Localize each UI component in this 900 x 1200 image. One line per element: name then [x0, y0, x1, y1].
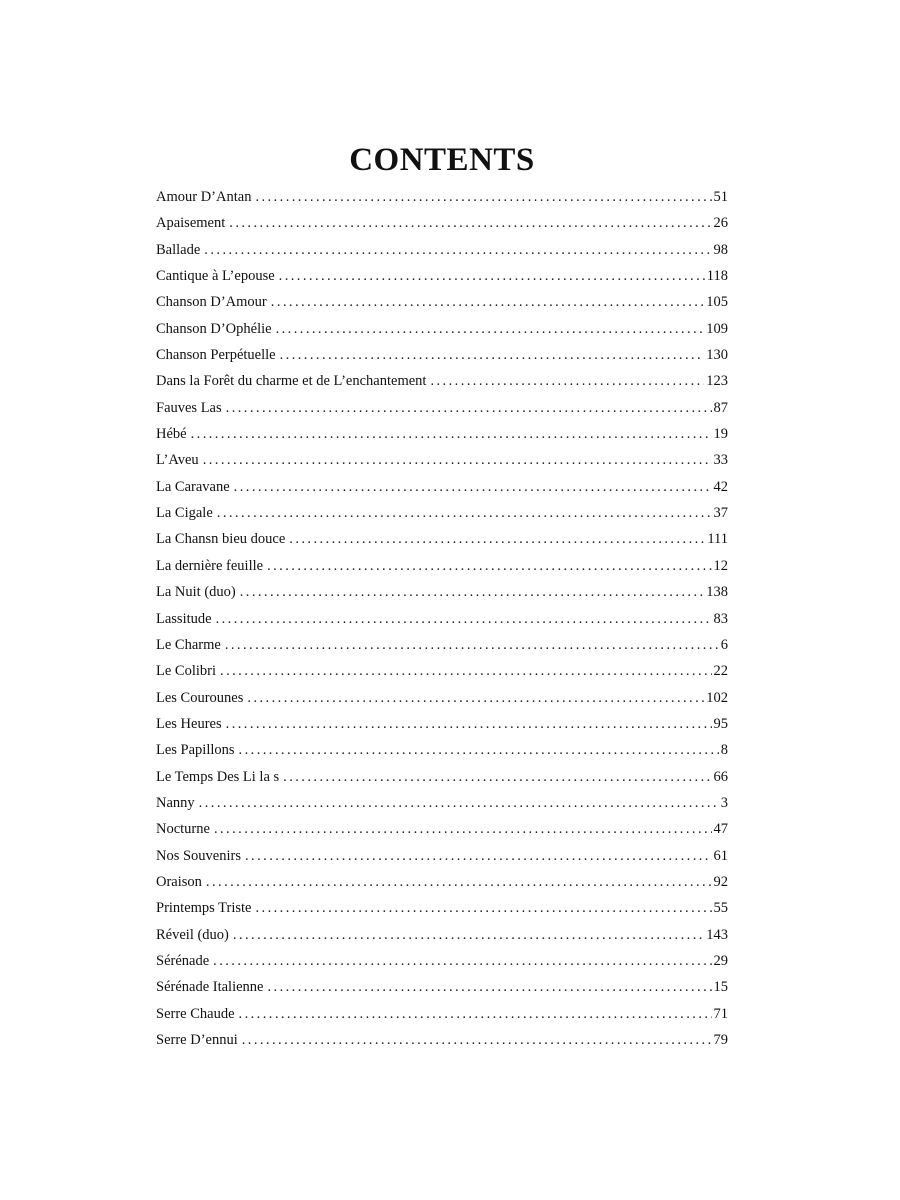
toc-entry — [156, 368, 728, 394]
toc-entry-title: La Caravane — [156, 478, 230, 495]
toc-entry-page-number: 95 — [713, 715, 728, 732]
toc-entry-page-number: 19 — [713, 426, 728, 443]
toc-entry-title: Chanson D’Amour — [156, 294, 267, 311]
toc-entry — [156, 553, 728, 579]
toc-entry-page-number: 118 — [706, 268, 728, 285]
toc-entry-title: Nos Souvenirs — [156, 847, 241, 864]
dot-leader — [220, 658, 711, 684]
dot-leader — [204, 237, 711, 263]
toc-entry-title: La Chansn bieu douce — [156, 531, 286, 548]
dot-leader — [280, 342, 705, 368]
dot-leader — [206, 869, 712, 895]
toc-entry-title: Serre Chaude — [156, 1005, 235, 1022]
toc-entry-page-number: 123 — [706, 373, 728, 390]
dot-leader — [289, 526, 705, 552]
toc-entry-title: Chanson D’Ophélie — [156, 320, 272, 337]
toc-entry-page-number: 83 — [713, 610, 728, 627]
toc-entry-title: La Nuit (duo) — [156, 584, 236, 601]
toc-entry-title: Le Temps Des Li la s — [156, 768, 280, 785]
dot-leader — [229, 210, 711, 236]
dot-leader — [255, 184, 711, 210]
toc-entry — [156, 764, 728, 790]
toc-entry — [156, 869, 728, 895]
toc-entry-title: Ballade — [156, 241, 201, 258]
toc-entry-title: Cantique à L’epouse — [156, 268, 275, 285]
toc-entry-page-number: 15 — [713, 979, 728, 996]
toc-entry — [156, 289, 728, 315]
toc-entry — [156, 948, 728, 974]
dot-leader — [233, 922, 704, 948]
toc-entry-title: Apaisement — [156, 215, 226, 232]
dot-leader — [213, 948, 711, 974]
toc-entry — [156, 790, 728, 816]
dot-leader — [276, 316, 705, 342]
toc-entry — [156, 263, 728, 289]
toc-entry-page-number: 37 — [713, 505, 728, 522]
dot-leader — [242, 1027, 712, 1053]
dot-leader — [216, 606, 712, 632]
page-title: CONTENTS — [349, 142, 535, 179]
toc-entry — [156, 1001, 728, 1027]
dot-leader — [240, 579, 705, 605]
toc-entry — [156, 500, 728, 526]
toc-entry — [156, 237, 728, 263]
toc-entry-page-number: 26 — [713, 215, 728, 232]
dot-leader — [283, 764, 711, 790]
toc-entry-page-number: 92 — [713, 873, 728, 890]
toc-entry-page-number: 47 — [713, 821, 728, 838]
toc-entry — [156, 816, 728, 842]
dot-leader — [267, 974, 711, 1000]
toc-entry — [156, 421, 728, 447]
dot-leader — [214, 816, 712, 842]
toc-entry-page-number: 102 — [706, 689, 728, 706]
toc-entry-title: Lassitude — [156, 610, 212, 627]
toc-entry-page-number: 66 — [713, 768, 728, 785]
toc-entry-title: Chanson Perpétuelle — [156, 347, 276, 364]
dot-leader — [203, 447, 712, 473]
toc-entry-title: Serre D’ennui — [156, 1032, 238, 1048]
toc-entry — [156, 685, 728, 711]
dot-leader — [226, 711, 712, 737]
toc-entry-page-number: 55 — [713, 900, 728, 917]
toc-entry — [156, 184, 728, 210]
toc-entry-page-number: 22 — [713, 663, 728, 680]
toc-entry-title: L’Aveu — [156, 452, 199, 469]
toc-entry-page-number: 12 — [713, 557, 728, 574]
dot-leader — [239, 1001, 712, 1027]
toc-entry — [156, 474, 728, 500]
dot-leader — [279, 263, 705, 289]
toc-entry-page-number: 111 — [707, 531, 728, 548]
toc-entry — [156, 1027, 728, 1053]
toc-entry-page-number: 130 — [706, 347, 728, 364]
toc-entry-title: La Cigale — [156, 505, 213, 522]
dot-leader — [245, 843, 712, 869]
toc-entry-page-number: 109 — [706, 320, 728, 337]
toc-entry-title: Les Courounes — [156, 689, 244, 706]
toc-entry-page-number: 8 — [720, 742, 728, 759]
dot-leader — [267, 553, 711, 579]
toc-entry — [156, 632, 728, 658]
toc-entry-title: Sérénade Italienne — [156, 979, 264, 996]
toc-entry-page-number: 61 — [713, 847, 728, 864]
toc-entry-page-number: 138 — [706, 584, 728, 601]
toc-entry-title: Le Charme — [156, 636, 221, 653]
toc-entry-page-number: 3 — [720, 794, 728, 811]
toc-entry-title: Le Colibri — [156, 663, 217, 680]
toc-entry — [156, 843, 728, 869]
toc-entry-page-number: 143 — [706, 926, 728, 943]
toc-entry-page-number: 51 — [713, 189, 728, 205]
toc-entry — [156, 316, 728, 342]
toc-entry-page-number: 42 — [713, 478, 728, 495]
toc-entry-title: Nanny — [156, 794, 195, 811]
toc-entry-page-number: 98 — [713, 241, 728, 258]
table-of-contents — [156, 184, 728, 1053]
toc-entry — [156, 210, 728, 236]
toc-entry — [156, 974, 728, 1000]
toc-entry-page-number: 105 — [706, 294, 728, 311]
dot-leader — [247, 685, 704, 711]
toc-entry — [156, 658, 728, 684]
dot-leader — [225, 632, 719, 658]
toc-entry — [156, 922, 728, 948]
dot-leader — [239, 737, 719, 763]
toc-entry-title: Hébé — [156, 426, 187, 443]
toc-entry — [156, 606, 728, 632]
dot-leader — [430, 368, 704, 394]
toc-entry-title: Sérénade — [156, 952, 210, 969]
toc-entry-title: Oraison — [156, 873, 202, 890]
dot-leader — [226, 395, 712, 421]
toc-entry-page-number: 6 — [720, 636, 728, 653]
dot-leader — [217, 500, 712, 526]
toc-entry-title: Réveil (duo) — [156, 926, 229, 943]
toc-entry-title: Les Papillons — [156, 742, 235, 759]
toc-entry-page-number: 29 — [713, 952, 728, 969]
toc-entry-title: Nocturne — [156, 821, 210, 838]
toc-entry-title: La dernière feuille — [156, 557, 264, 574]
toc-entry — [156, 737, 728, 763]
toc-entry — [156, 395, 728, 421]
toc-entry — [156, 526, 728, 552]
toc-entry — [156, 711, 728, 737]
toc-entry — [156, 579, 728, 605]
toc-entry-page-number: 87 — [713, 399, 728, 416]
toc-entry-page-number: 79 — [713, 1032, 728, 1048]
toc-entry — [156, 342, 728, 368]
toc-entry-page-number: 71 — [713, 1005, 728, 1022]
toc-entry — [156, 895, 728, 921]
toc-entry-title: Printemps Triste — [156, 900, 252, 917]
toc-entry — [156, 447, 728, 473]
dot-leader — [255, 895, 711, 921]
toc-entry-page-number: 33 — [713, 452, 728, 469]
toc-entry-title: Fauves Las — [156, 399, 222, 416]
dot-leader — [191, 421, 712, 447]
toc-entry-title: Les Heures — [156, 715, 222, 732]
toc-entry-title: Amour D’Antan — [156, 189, 252, 205]
dot-leader — [234, 474, 712, 500]
toc-entry-title: Dans la Forêt du charme et de L’enchantement — [156, 373, 427, 390]
dot-leader — [271, 289, 704, 315]
dot-leader — [199, 790, 719, 816]
